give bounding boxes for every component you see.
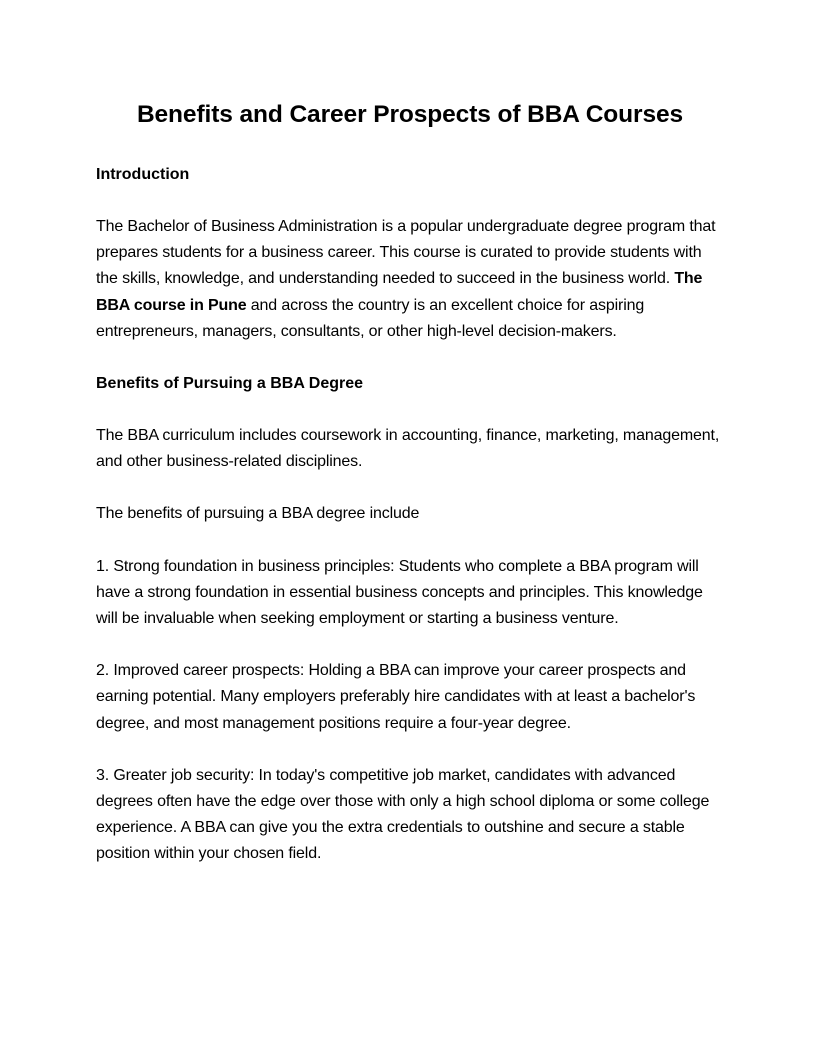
- benefit-item-2: 2. Improved career prospects: Holding a BBA can improve your career prospects and earning potential. Many employers preferably hire candidates with at least a bachelor's degree, and most management positions require a four-year degree.: [96, 662, 696, 732]
- benefits-lead-paragraph: The benefits of pursuing a BBA degree include: [96, 505, 420, 523]
- benefit-item-1: 1. Strong foundation in business principles: Students who complete a BBA program will have a strong foundation in essential business concepts and principles. This knowledge will be invaluable when seeking employment or starting a business venture.: [96, 557, 703, 628]
- benefits-heading: Benefits of Pursuing a BBA Degree: [96, 375, 364, 393]
- page-title: Benefits and Career Prospects of BBA Courses: [136, 101, 684, 128]
- benefit-item-3: 3. Greater job security: In today's competitive job market, candidates with advanced degrees often have the edge over those with only a high school diploma or some college experience. A BBA can give you the extra credentials to outshine and secure a stable position within your chosen field.: [96, 766, 710, 863]
- intro-text-before: The Bachelor of Business Administration is a popular undergraduate degree program that prepares students for a business career. This course is curated to provide students with the skills, knowledge, and understanding needed to succeed in the business world.: [96, 218, 716, 288]
- curriculum-paragraph: The BBA curriculum includes coursework in accounting, finance, marketing, management, and other business-related disciplines.: [96, 427, 720, 471]
- intro-bold-phrase: The BBA course in Pune: [96, 270, 703, 314]
- document-page: [96, 98, 724, 868]
- intro-text-after: and across the country is an excellent choice for aspiring entrepreneurs, managers, consultants, or other high-level decision-makers.: [96, 296, 645, 340]
- intro-paragraph: [96, 214, 724, 345]
- intro-heading: Introduction: [96, 166, 190, 183]
